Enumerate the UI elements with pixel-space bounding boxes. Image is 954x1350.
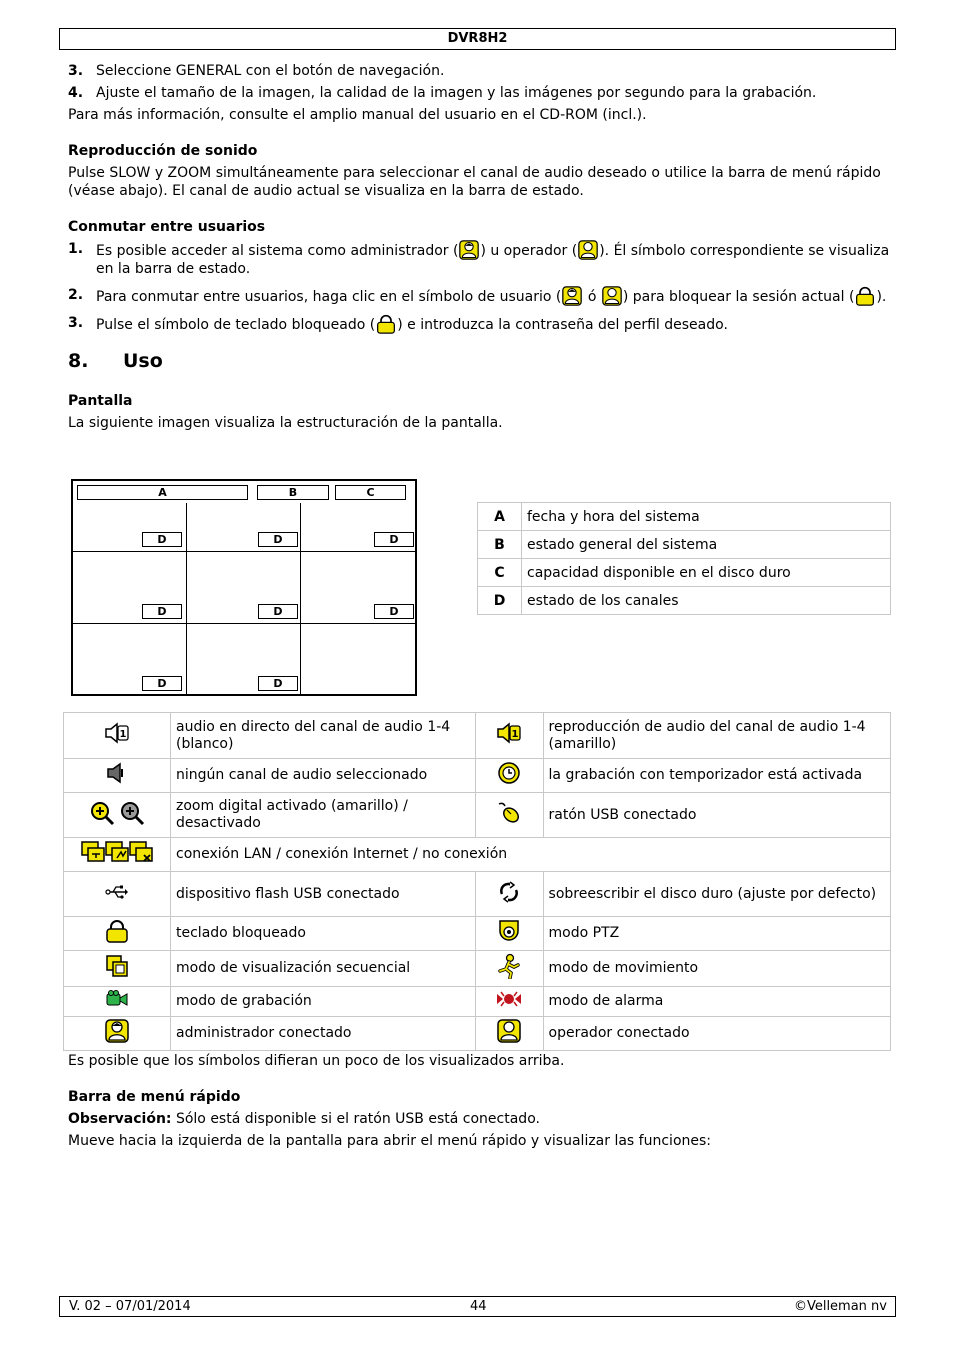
legend-text: fecha y hora del sistema — [522, 503, 891, 531]
playback-audio-icon — [496, 721, 522, 745]
list-text: ) u operador ( — [480, 243, 578, 259]
legend-table — [477, 502, 891, 615]
symbol-description: teclado bloqueado — [171, 917, 476, 951]
table-row — [478, 503, 891, 531]
screen-heading: Pantalla — [68, 393, 133, 409]
label-d: D — [258, 604, 298, 619]
live-audio-icon — [104, 721, 130, 745]
list-item — [68, 240, 892, 278]
no-connection-icon — [129, 840, 153, 864]
usb-icon — [105, 883, 129, 901]
legend-key: A — [478, 503, 522, 531]
users-heading: Conmutar entre usuarios — [68, 219, 266, 235]
icon-cell — [64, 987, 171, 1017]
main-content — [68, 62, 892, 436]
admin-icon — [105, 1019, 129, 1043]
lan-icon — [81, 840, 105, 864]
sound-heading: Reproducción de sonido — [68, 143, 258, 159]
symbol-description: modo de visualización secuencial — [171, 951, 476, 987]
symbols-table — [63, 712, 891, 1051]
list-text: ). Él símbolo correspondiente se visualiza en la barra de estado. — [96, 243, 890, 277]
internet-icon — [105, 840, 129, 864]
table-row — [64, 759, 891, 793]
symbol-description: ratón USB conectado — [543, 793, 890, 838]
mouse-icon — [496, 801, 522, 825]
list-number: 1. — [68, 241, 84, 257]
paragraph: Para más información, consulte el amplio manual del usuario en el CD-ROM (incl.). — [68, 107, 647, 123]
icon-cell — [64, 917, 171, 951]
table-row — [64, 838, 891, 872]
quick-menu-heading: Barra de menú rápido — [68, 1089, 241, 1105]
symbol-description: sobreescribir el disco duro (ajuste por defecto) — [543, 872, 890, 917]
icon-cell — [475, 713, 543, 759]
table-row — [64, 917, 891, 951]
alarm-icon — [495, 991, 523, 1007]
label-a: A — [77, 485, 248, 500]
icon-cell — [64, 951, 171, 987]
list-text: ). — [876, 289, 887, 305]
icon-cell — [475, 951, 543, 987]
list-text: Es posible acceder al sistema como administrador ( — [96, 243, 459, 259]
list-text: ) e introduzca la contraseña del perfil deseado. — [397, 317, 728, 333]
overwrite-icon — [497, 880, 521, 904]
record-icon — [105, 989, 129, 1009]
operator-icon — [602, 286, 622, 306]
no-audio-icon — [105, 761, 129, 785]
icon-cell — [64, 759, 171, 793]
admin-icon — [459, 240, 479, 260]
table-row — [478, 531, 891, 559]
section-heading — [68, 352, 892, 370]
paragraph — [68, 1110, 892, 1128]
icon-cell — [64, 1017, 171, 1051]
list-text: Para conmutar entre usuarios, haga clic en el símbolo de usuario ( — [96, 289, 562, 305]
lock-icon — [376, 314, 396, 334]
legend-text: estado de los canales — [522, 587, 891, 615]
table-row — [64, 793, 891, 838]
symbol-description: modo de alarma — [543, 987, 890, 1017]
operator-icon — [497, 1019, 521, 1043]
symbol-description: conexión LAN / conexión Internet / no conexión — [171, 838, 891, 872]
symbol-description: la grabación con temporizador está activada — [543, 759, 890, 793]
icon-cell — [64, 793, 171, 838]
symbol-description: modo de grabación — [171, 987, 476, 1017]
zoom-on-icon — [89, 800, 115, 826]
label-d: D — [142, 676, 182, 691]
list-number: 2. — [68, 287, 84, 303]
document-header: DVR8H2 — [59, 28, 896, 50]
channel-cell — [301, 624, 415, 694]
list-text: Ajuste el tamaño de la imagen, la calidad de la imagen y las imágenes por segundo para la grabación. — [96, 85, 817, 101]
paragraph: La siguiente imagen visualiza la estructuración de la pantalla. — [68, 415, 503, 431]
label-b: B — [257, 485, 329, 500]
keylock-icon — [105, 919, 129, 943]
label-d: D — [142, 604, 182, 619]
footer-copyright: ©Velleman nv — [793, 1299, 887, 1314]
legend-key: B — [478, 531, 522, 559]
page-number: 44 — [470, 1299, 487, 1314]
observation-label: Observación: — [68, 1111, 172, 1127]
list-item — [68, 84, 892, 102]
symbol-description: modo PTZ — [543, 917, 890, 951]
list-number: 3. — [68, 315, 84, 331]
symbol-description: ningún canal de audio seleccionado — [171, 759, 476, 793]
list-text: Pulse el símbolo de teclado bloqueado ( — [96, 317, 376, 333]
document-footer — [59, 1296, 896, 1317]
ptz-icon — [497, 919, 521, 943]
symbol-description: administrador conectado — [171, 1017, 476, 1051]
list-number: 3. — [68, 63, 84, 79]
icon-cell — [475, 917, 543, 951]
paragraph: Pulse SLOW y ZOOM simultáneamente para seleccionar el canal de audio deseado o utilice la barra de menú rápido (véase abajo). El canal de audio actual se visualiza en la barra de estado. — [68, 165, 881, 199]
table-row — [478, 587, 891, 615]
after-content — [68, 1052, 892, 1154]
list-item — [68, 286, 892, 306]
icon-cell — [475, 759, 543, 793]
icon-cell — [64, 838, 171, 872]
legend-key: C — [478, 559, 522, 587]
table-row — [64, 872, 891, 917]
symbol-description: reproducción de audio del canal de audio 1-4 (amarillo) — [543, 713, 890, 759]
icon-cell — [64, 713, 171, 759]
legend-key: D — [478, 587, 522, 615]
icon-cell — [475, 872, 543, 917]
list-text: Seleccione GENERAL con el botón de navegación. — [96, 63, 445, 79]
list-text: ) para bloquear la sesión actual ( — [622, 289, 855, 305]
icon-cell — [475, 1017, 543, 1051]
symbol-description: modo de movimiento — [543, 951, 890, 987]
label-d: D — [258, 532, 298, 547]
table-row — [64, 1017, 891, 1051]
screen-layout-diagram — [71, 479, 417, 696]
symbol-description: operador conectado — [543, 1017, 890, 1051]
label-d: D — [374, 604, 414, 619]
svg-text:1: 1 — [119, 729, 127, 740]
label-d: D — [142, 532, 182, 547]
list-text: ó — [583, 289, 601, 305]
list-number: 4. — [68, 85, 84, 101]
operator-icon — [578, 240, 598, 260]
table-row — [64, 987, 891, 1017]
list-item — [68, 314, 892, 334]
footer-version: V. 02 – 07/01/2014 — [69, 1299, 191, 1314]
label-d: D — [374, 532, 414, 547]
motion-icon — [496, 953, 522, 979]
legend-text: estado general del sistema — [522, 531, 891, 559]
label-c: C — [335, 485, 406, 500]
table-row — [478, 559, 891, 587]
symbol-description: dispositivo flash USB conectado — [171, 872, 476, 917]
legend-text: capacidad disponible en el disco duro — [522, 559, 891, 587]
svg-text:1: 1 — [511, 729, 519, 740]
paragraph: Mueve hacia la izquierda de la pantalla para abrir el menú rápido y visualizar las funciones: — [68, 1133, 712, 1149]
icon-cell — [475, 793, 543, 838]
table-row — [64, 951, 891, 987]
icon-cell — [475, 987, 543, 1017]
timer-icon — [497, 761, 521, 785]
admin-icon — [562, 286, 582, 306]
list-item — [68, 62, 892, 80]
label-d: D — [258, 676, 298, 691]
paragraph: Es posible que los símbolos difieran un poco de los visualizados arriba. — [68, 1053, 565, 1069]
table-row — [64, 713, 891, 759]
icon-cell — [64, 872, 171, 917]
zoom-off-icon — [119, 800, 145, 826]
symbol-description: audio en directo del canal de audio 1-4 (blanco) — [171, 713, 476, 759]
sequence-icon — [105, 954, 129, 978]
symbol-description: zoom digital activado (amarillo) / desactivado — [171, 793, 476, 838]
section-title: Uso — [123, 350, 163, 372]
observation-text: Sólo está disponible si el ratón USB está conectado. — [171, 1111, 540, 1127]
lock-icon — [855, 286, 875, 306]
section-number: 8. — [68, 350, 89, 372]
